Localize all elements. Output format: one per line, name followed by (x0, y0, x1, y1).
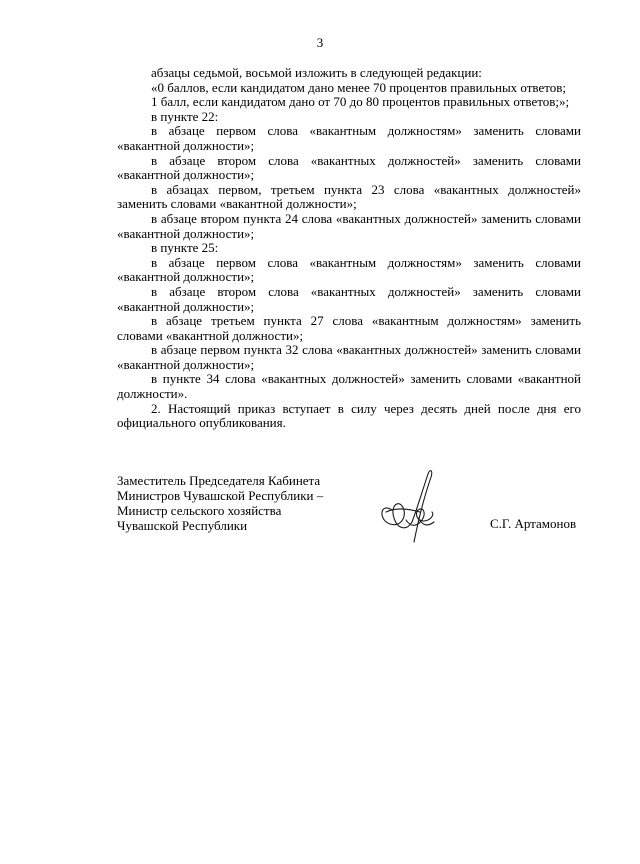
paragraph: в абзаце первом пункта 32 слова «вакантных должностей» заменить словами «вакантной должности»; (117, 342, 581, 372)
paragraph: в абзаце втором слова «вакантных должностей» заменить словами «вакантной должности»; (117, 283, 581, 314)
paragraph: в абзаце первом слова «вакантным должностям» заменить словами «вакантной должности»; (117, 123, 581, 153)
paragraph: в абзаце первом слова «вакантным должностям» заменить словами «вакантной должности»; (117, 254, 581, 285)
signatory-position (117, 473, 357, 533)
paragraph: «0 баллов, если кандидатом дано менее 70 процентов правильных ответов; (151, 79, 567, 95)
document-body (117, 66, 581, 431)
paragraph: в пункте 22: (151, 108, 219, 124)
position-line: Министров Чувашской Республики – (117, 488, 324, 503)
signer-name: С.Г. Артамонов (490, 516, 577, 531)
position-line: Заместитель Председателя Кабинета (117, 473, 321, 488)
paragraph: в абзаце втором слова «вакантных должностей» заменить словами «вакантной должности»; (117, 152, 581, 183)
page-number: 3 (316, 35, 324, 50)
paragraph: в пункте 34 слова «вакантных должностей» заменить словами «вакантной должности». (117, 371, 581, 402)
paragraph: в абзацах первом, третьем пункта 23 слова «вакантных должностей» заменить словами «вакантной должности»; (117, 181, 581, 212)
handwritten-signature (372, 462, 444, 552)
paragraph: абзацы седьмой, восьмой изложить в следующей редакции: (151, 65, 482, 80)
position-line: Министр сельского хозяйства (117, 503, 282, 518)
paragraph: в абзаце третьем пункта 27 слова «вакантным должностям» заменить словами «вакантной должности»; (117, 313, 581, 343)
paragraph: в абзаце втором пункта 24 слова «вакантных должностей» заменить словами «вакантной должности»; (117, 210, 581, 241)
paragraph: 1 балл, если кандидатом дано от 70 до 80 процентов правильных ответов;»; (151, 94, 570, 110)
paragraph: 2. Настоящий приказ вступает в силу через десять дней после дня его официального опубликования. (117, 400, 581, 431)
paragraph: в пункте 25: (151, 240, 219, 256)
position-line: Чувашской Республики (117, 518, 248, 533)
